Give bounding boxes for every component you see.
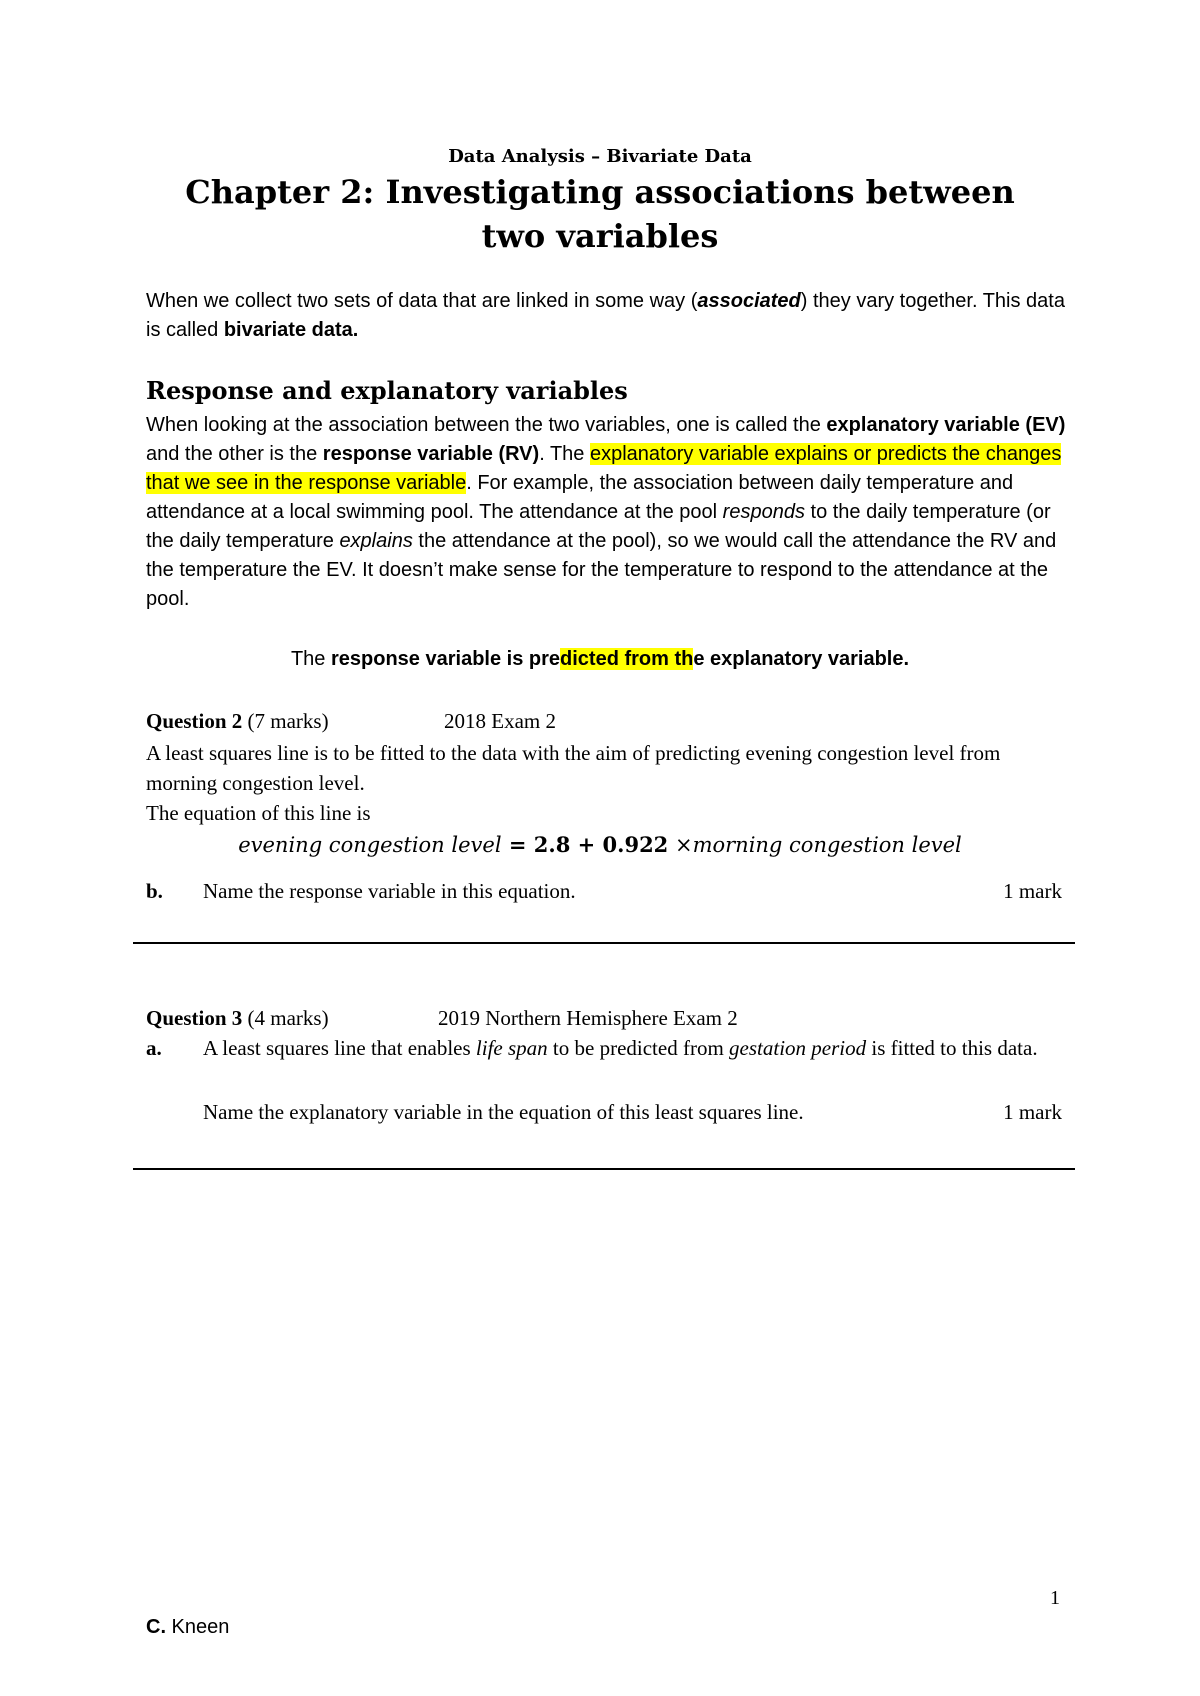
question-marks: (7 marks) — [242, 709, 329, 733]
responds-term: responds — [722, 501, 805, 523]
statement-text: e — [693, 648, 711, 670]
question-text: A least squares line is to be fitted to the data with the aim of predicting evening congestion level from morning congestion level. — [146, 741, 1001, 795]
equation-operator: = — [501, 832, 534, 857]
question-2-heading — [146, 706, 329, 736]
answer-line — [133, 942, 1075, 944]
intro-text: When we collect two sets of data that are linked in some way ( — [146, 290, 698, 312]
answer-line — [133, 1168, 1075, 1170]
question-3-heading — [146, 1003, 329, 1033]
author-initial: C. — [146, 1616, 166, 1638]
paragraph-text: and the other is the — [146, 443, 323, 465]
key-statement — [0, 648, 1200, 671]
author-name: Kneen — [166, 1616, 230, 1638]
explanatory-term: explanatory variable. — [710, 648, 910, 670]
part-a-marks: 1 mark — [1003, 1100, 1062, 1124]
bivariate-term: bivariate data — [223, 319, 353, 341]
document-subtitle: Data Analysis – Bivariate Data — [448, 146, 752, 167]
part-b-label: b. — [146, 879, 163, 903]
section-heading: Response and explanatory variables — [146, 376, 628, 405]
footer-author — [146, 1616, 229, 1639]
part-a-instruction: Name the explanatory variable in the equation of this least squares line. — [203, 1100, 804, 1124]
associated-term: associated — [697, 290, 801, 312]
intro-paragraph — [146, 287, 1076, 345]
question-label: Question 2 — [146, 709, 243, 733]
life-span-term: life span — [475, 1036, 548, 1060]
part-a-label: a. — [146, 1036, 162, 1060]
question-label: Question 3 — [146, 1006, 243, 1030]
explanation-paragraph — [146, 411, 1076, 614]
equation-intercept: 2.8 — [533, 832, 571, 857]
rv-term: response variable (RV) — [322, 443, 540, 465]
paragraph-text: When looking at the association between the two variables, one is called the — [146, 414, 827, 436]
gestation-term: gestation period — [729, 1036, 867, 1060]
equation-lhs: evening congestion level — [238, 833, 502, 857]
chapter-title: Chapter 2: Investigating associations between two variables — [185, 173, 1015, 255]
statement-text: The — [290, 648, 331, 670]
question-marks: (4 marks) — [242, 1006, 329, 1030]
statement-text: is pre — [501, 648, 561, 670]
explains-term: explains — [339, 530, 413, 552]
regression-equation — [0, 832, 1200, 857]
paragraph-text: . For example, the association between daily temperature and attendance at a local swimming pool. The attendance at the pool — [146, 472, 1014, 523]
equation-rhs: ×morning congestion level — [668, 833, 962, 857]
intro-text: ) they vary together. This data is called — [146, 290, 1065, 341]
part-b-text: Name the response variable in this equation. — [203, 879, 576, 903]
part-a-text — [203, 1033, 1063, 1063]
question-3-source: 2019 Northern Hemisphere Exam 2 — [438, 1006, 738, 1030]
question-text: The equation of this line is — [146, 801, 371, 825]
question-text: is fitted to this data. — [866, 1036, 1038, 1060]
response-term: response variable — [331, 648, 502, 670]
paragraph-text: the attendance at the pool), so we would call the attendance the RV and the temperature the EV. It doesn’t make sense for the temperature to respond to the attendance at the pool. — [146, 530, 1057, 610]
highlighted-definition: explanatory variable explains or predicts the changes that we see in the response variable — [146, 443, 1062, 494]
ev-term: explanatory variable (EV) — [826, 414, 1066, 436]
page-number: 1 — [1050, 1587, 1060, 1609]
part-b-marks: 1 mark — [1003, 879, 1062, 903]
equation-operator: + — [570, 832, 603, 857]
question-text: A least squares line that enables — [203, 1036, 476, 1060]
paragraph-text: to the daily temperature (or the daily temperature — [146, 501, 1051, 552]
equation-slope: 0.922 — [602, 832, 669, 857]
question-2-text — [146, 738, 1066, 828]
question-2-source: 2018 Exam 2 — [444, 709, 556, 733]
statement-highlight: dicted from th — [560, 648, 694, 670]
question-text: to be predicted from — [547, 1036, 730, 1060]
intro-text: . — [352, 319, 359, 341]
paragraph-text: . The — [539, 443, 590, 465]
